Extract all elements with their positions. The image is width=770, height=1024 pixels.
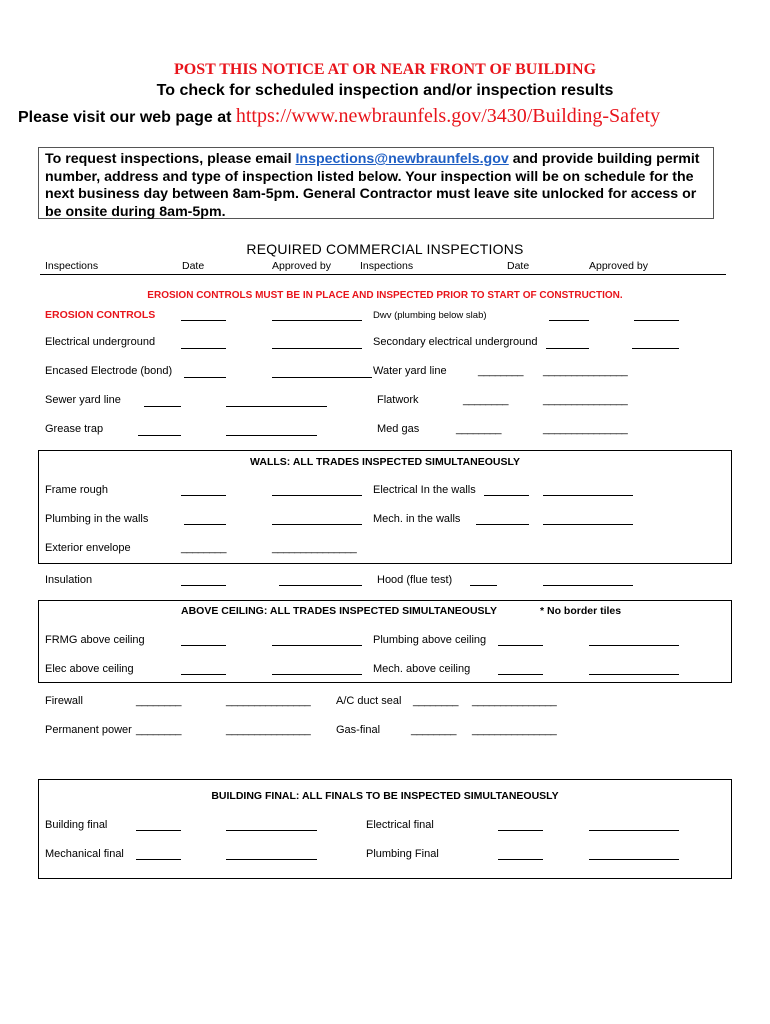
blank-date[interactable] — [181, 674, 226, 675]
blank-date[interactable]: ________ — [413, 695, 458, 707]
blank-approved[interactable]: _______________ — [543, 365, 628, 377]
blank-approved[interactable] — [634, 320, 679, 321]
building-final-title: BUILDING FINAL: ALL FINALS TO BE INSPECTED SIMULTANEOUSLY — [211, 790, 559, 802]
row-encased-electrode: Encased Electrode (bond) — [45, 365, 173, 377]
row-firewall: Firewall — [45, 695, 83, 707]
col-approved-right: Approved by — [589, 260, 648, 272]
above-ceiling-title: ABOVE CEILING: ALL TRADES INSPECTED SIMULTANEOUSLY — [181, 605, 497, 617]
col-date-right: Date — [507, 260, 530, 272]
table-title: REQUIRED COMMERCIAL INSPECTIONS — [246, 241, 524, 257]
blank-approved[interactable] — [226, 859, 317, 860]
post-notice: POST THIS NOTICE AT OR NEAR FRONT OF BUILDING — [173, 61, 597, 78]
row-plumbing-above-ceiling: Plumbing above ceiling — [373, 634, 487, 646]
row-frame-rough: Frame rough — [45, 484, 108, 496]
row-plumbing-in-walls: Plumbing in the walls — [45, 513, 149, 525]
blank-date[interactable] — [549, 320, 589, 321]
row-elec-above-ceiling: Elec above ceiling — [45, 663, 134, 675]
blank-approved[interactable] — [589, 645, 679, 646]
notice-text-before: To request inspections, please email — [45, 151, 296, 167]
row-hood-flue-test: Hood (flue test) — [377, 574, 453, 586]
row-mechanical-final: Mechanical final — [45, 848, 124, 860]
notice-text-after: and provide building permit number, address and type of inspection listed below. Your inspection will be on schedule for the next business day between 8am-5pm. General Contractor must leave site unlocked for access or be onsite during 8am-5pm. — [45, 151, 700, 220]
blank-approved[interactable] — [272, 377, 372, 378]
blank-approved[interactable] — [226, 435, 317, 436]
col-date-left: Date — [182, 260, 205, 272]
blank-date[interactable] — [476, 524, 529, 525]
header-rule — [40, 274, 726, 275]
blank-date[interactable]: ________ — [136, 724, 181, 736]
blank-date[interactable] — [138, 435, 181, 436]
blank-approved[interactable]: _______________ — [543, 394, 628, 406]
row-mech-in-walls: Mech. in the walls — [373, 513, 461, 525]
blank-approved[interactable] — [589, 674, 679, 675]
blank-approved[interactable] — [272, 495, 362, 496]
blank-date[interactable] — [184, 377, 226, 378]
blank-approved[interactable] — [272, 674, 362, 675]
blank-date[interactable]: ________ — [478, 365, 523, 377]
erosion-warning: EROSION CONTROLS MUST BE IN PLACE AND INSPECTED PRIOR TO START OF CONSTRUCTION. — [147, 290, 623, 301]
check-results-line: To check for scheduled inspection and/or inspection results — [156, 82, 614, 99]
blank-approved[interactable] — [272, 524, 362, 525]
row-grease-trap: Grease trap — [45, 423, 104, 435]
blank-date[interactable] — [181, 348, 226, 349]
blank-date[interactable] — [181, 585, 226, 586]
blank-date[interactable]: ________ — [136, 695, 181, 707]
blank-date[interactable] — [470, 585, 497, 586]
visit-prefix: Please visit our web page at — [18, 109, 236, 126]
row-water-yard-line: Water yard line — [373, 365, 447, 377]
row-permanent-power: Permanent power — [45, 724, 132, 736]
blank-approved[interactable] — [272, 645, 362, 646]
blank-approved[interactable] — [543, 524, 633, 525]
blank-approved[interactable]: _______________ — [543, 423, 628, 435]
col-inspections-right: Inspections — [360, 260, 414, 272]
walls-section-title: WALLS: ALL TRADES INSPECTED SIMULTANEOUSLY — [250, 456, 520, 468]
blank-approved[interactable] — [279, 585, 362, 586]
row-secondary-electrical-underground: Secondary electrical underground — [373, 336, 538, 348]
blank-date[interactable] — [181, 645, 226, 646]
blank-approved[interactable]: _______________ — [226, 695, 311, 707]
blank-approved[interactable] — [543, 585, 633, 586]
row-mech-above-ceiling: Mech. above ceiling — [373, 663, 471, 675]
blank-date[interactable]: ________ — [411, 724, 456, 736]
col-approved-left: Approved by — [272, 260, 331, 272]
row-frmg-above-ceiling: FRMG above ceiling — [45, 634, 145, 646]
blank-date[interactable] — [498, 674, 543, 675]
col-inspections-left: Inspections — [45, 260, 99, 272]
blank-date[interactable] — [136, 859, 181, 860]
blank-date[interactable] — [181, 320, 226, 321]
row-flatwork: Flatwork — [377, 394, 419, 406]
blank-approved[interactable] — [589, 830, 679, 831]
blank-approved[interactable] — [589, 859, 679, 860]
row-ac-duct-seal: A/C duct seal — [336, 695, 402, 707]
blank-date[interactable] — [136, 830, 181, 831]
blank-approved[interactable]: _______________ — [272, 542, 357, 554]
blank-approved[interactable]: _______________ — [226, 724, 311, 736]
row-plumbing-final: Plumbing Final — [366, 848, 439, 860]
blank-approved[interactable] — [226, 830, 317, 831]
request-instructions-box — [38, 147, 714, 219]
row-med-gas: Med gas — [377, 423, 420, 435]
website-link[interactable]: https://www.newbraunfels.gov/3430/Building-Safety — [235, 105, 661, 127]
row-sewer-yard-line: Sewer yard line — [45, 394, 121, 406]
blank-date[interactable] — [546, 348, 589, 349]
blank-date[interactable]: ________ — [463, 394, 508, 406]
blank-approved[interactable] — [272, 348, 362, 349]
blank-date[interactable]: ________ — [181, 542, 226, 554]
row-electrical-in-walls: Electrical In the walls — [373, 484, 476, 496]
blank-date[interactable] — [498, 645, 543, 646]
row-electrical-underground: Electrical underground — [45, 336, 156, 348]
blank-approved[interactable]: _______________ — [472, 724, 557, 736]
blank-approved[interactable] — [272, 320, 362, 321]
row-building-final: Building final — [45, 819, 108, 831]
row-erosion-controls: EROSION CONTROLS — [45, 309, 156, 321]
blank-date[interactable] — [184, 524, 226, 525]
blank-date[interactable] — [484, 495, 529, 496]
blank-date[interactable] — [144, 406, 181, 407]
blank-date[interactable] — [498, 830, 543, 831]
blank-approved[interactable]: _______________ — [472, 695, 557, 707]
blank-approved[interactable] — [632, 348, 679, 349]
blank-date[interactable] — [181, 495, 226, 496]
blank-approved[interactable] — [226, 406, 327, 407]
row-insulation: Insulation — [45, 574, 93, 586]
row-exterior-envelope: Exterior envelope — [45, 542, 131, 554]
inspections-email-link[interactable]: Inspections@newbraunfels.gov — [295, 151, 509, 167]
visit-line — [18, 105, 660, 128]
blank-approved[interactable] — [543, 495, 633, 496]
row-dwv: Dwv (plumbing below slab) — [373, 310, 487, 321]
row-gas-final: Gas-final — [336, 724, 381, 736]
row-electrical-final: Electrical final — [366, 819, 434, 831]
no-border-tiles-note: * No border tiles — [540, 605, 622, 617]
blank-date[interactable]: ________ — [456, 423, 501, 435]
blank-date[interactable] — [498, 859, 543, 860]
